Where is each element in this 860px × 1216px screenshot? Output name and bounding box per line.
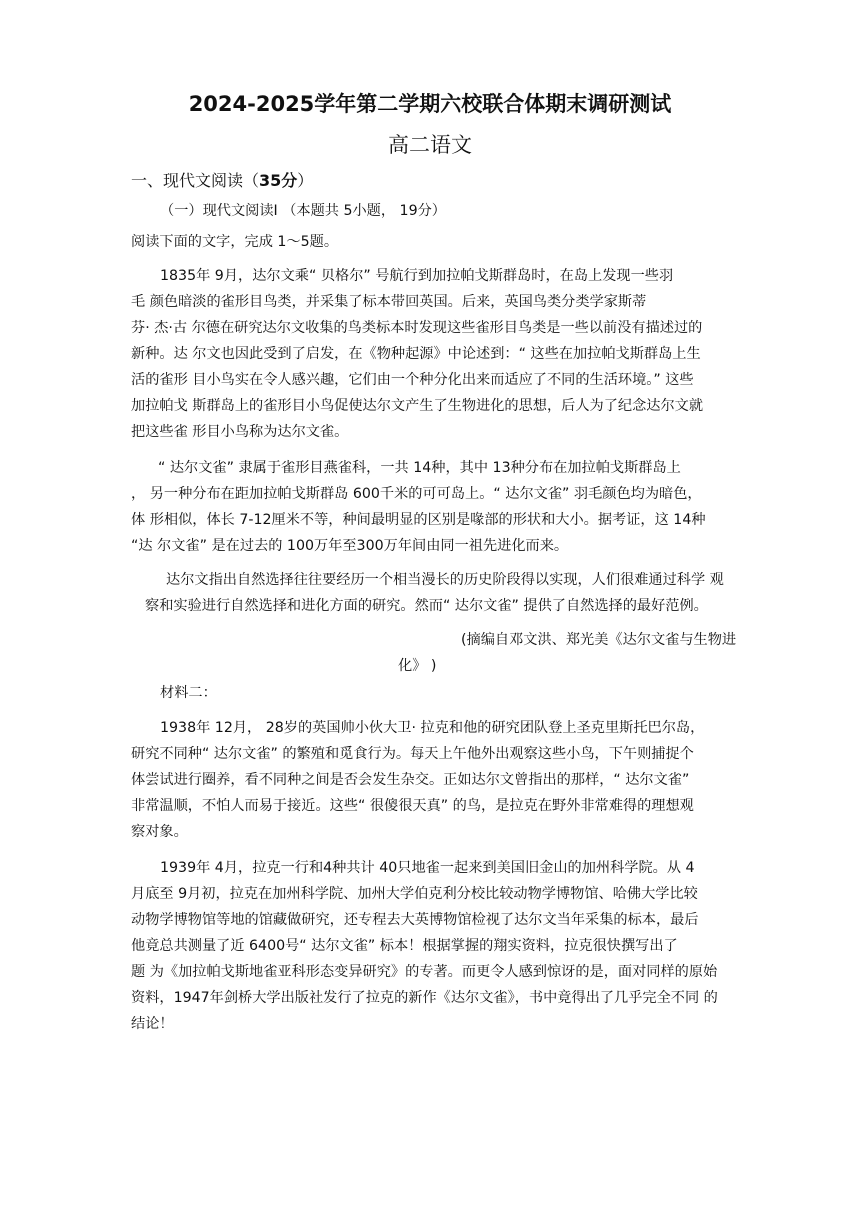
paragraph-line: 题 为《加拉帕戈斯地雀亚科形态变异研究》的专著。而更令人感到惊讶的是，面对同样的原始	[131, 964, 718, 980]
paragraph-line: 1939年 4月，拉克一行和4种共计 40只地雀一起来到美国旧金山的加州科学院。从 4	[160, 860, 695, 876]
paragraph-line: 结论！	[131, 1016, 174, 1032]
paragraph-line: 研究不同种“ 达尔文雀” 的繁殖和觅食行为。每天上午他外出观察这些小鸟，下午则捕捉个	[131, 746, 694, 762]
exam-subject: 高二语文	[388, 133, 472, 157]
paragraph-line: 达尔文指出自然选择往往要经历一个相当漫长的历史阶段得以实现，人们很难通过科学 观	[166, 572, 724, 588]
material-two-label: 材料二：	[160, 685, 217, 701]
paragraph-line: 察对象。	[131, 824, 188, 840]
section-one-score: 35分	[259, 171, 298, 190]
paragraph-line: 活的雀形 目小鸟实在令人感兴趣，它们由一个种分化出来而适应了不同的生活环境。” 这些	[131, 372, 694, 388]
paragraph-line: “ 达尔文雀” 隶属于雀形目燕雀科，一共 14种，其中 13种分布在加拉帕戈斯群岛上	[158, 460, 681, 476]
exam-title: 2024-2025学年第二学期六校联合体期末调研测试	[188, 92, 672, 116]
paragraph-line: 1835年 9月，达尔文乘“ 贝格尔” 号航行到加拉帕戈斯群岛时，在岛上发现一些羽	[160, 268, 674, 284]
paragraph-line: 非常温顺，不怕人而易于接近。这些“ 很傻很天真” 的鸟，是拉克在野外非常难得的理想观	[131, 798, 694, 814]
paragraph-line: “达 尔文雀” 是在过去的 100万年至300万年间由同一祖先进化而来。	[131, 538, 569, 554]
paragraph-line: 加拉帕戈 斯群岛上的雀形目小鸟促使达尔文产生了生物进化的思想，后人为了纪念达尔文就	[131, 398, 704, 414]
section-one-prefix: 一、现代文阅读（	[131, 171, 260, 190]
paragraph-line: 资料，1947年剑桥大学出版社发行了拉克的新作《达尔文雀》，书中竟得出了几乎完全不同 的	[131, 990, 718, 1006]
paragraph-line: 新种。达 尔文也因此受到了启发，在《物种起源》中论述到：“ 这些在加拉帕戈斯群岛上生	[131, 346, 701, 362]
paragraph-line: 毛 颜色暗淡的雀形目鸟类，并采集了标本带回英国。后来，英国鸟类分类学家斯蒂	[131, 294, 647, 310]
paragraph-line: 月底至 9月初，拉克在加州科学院、加州大学伯克利分校比较动物学博物馆、哈佛大学比较	[131, 886, 698, 902]
paragraph-line: 察和实验进行自然选择和进化方面的研究。然而“ 达尔文雀” 提供了自然选择的最好范例。	[145, 598, 708, 614]
paragraph-line: 体 形相似，体长 7-12厘米不等，种间最明显的区别是喙部的形状和大小。据考证，这 14种	[131, 512, 706, 528]
paragraph-line: 芬· 杰·古 尔德在研究达尔文收集的鸟类标本时发现这些雀形目鸟类是一些以前没有描述过的	[131, 320, 703, 336]
section-one-heading	[131, 168, 313, 191]
citation-line: 化》 )	[398, 658, 437, 674]
paragraph-line: 1938年 12月， 28岁的英国帅小伙大卫· 拉克和他的研究团队登上圣克里斯托巴尔岛，	[160, 720, 705, 736]
citation-line: (摘编自邓文洪、郑光美《达尔文雀与生物进	[461, 632, 737, 648]
sub-section-heading: （一）现代文阅读Ⅰ （本题共 5小题， 19分）	[160, 203, 446, 219]
paragraph-line: 他竟总共测量了近 6400号“ 达尔文雀” 标本！根据掌握的翔实资料，拉克很快撰写出了	[131, 938, 678, 954]
paragraph-line: ， 另一种分布在距加拉帕戈斯群岛 600千米的可可岛上。“ 达尔文雀” 羽毛颜色均为暗色，	[131, 486, 702, 502]
section-one-suffix: ）	[297, 171, 314, 190]
paragraph-line: 体尝试进行圈养，看不同种之间是否会发生杂交。正如达尔文曾指出的那样，“ 达尔文雀”	[131, 772, 690, 788]
reading-instruction: 阅读下面的文字，完成 1～5题。	[131, 234, 339, 250]
paragraph-line: 把这些雀 形目小鸟称为达尔文雀。	[131, 424, 349, 440]
paragraph-line: 动物学博物馆等地的馆藏做研究，还专程去大英博物馆检视了达尔文当年采集的标本，最后	[131, 912, 699, 928]
